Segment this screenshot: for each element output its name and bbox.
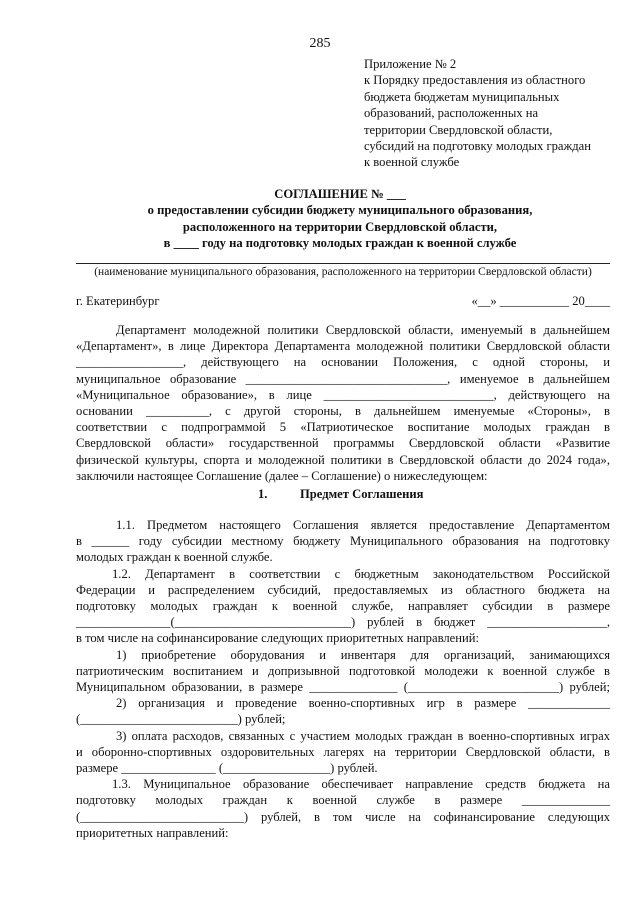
section-1-line: молодых граждан к военной службе. — [76, 550, 273, 565]
section-1-body — [76, 517, 610, 841]
appendix-line: Приложение № 2 — [364, 57, 457, 71]
agreement-title — [0, 186, 640, 252]
appendix-line: субсидий на подготовку молодых граждан — [364, 139, 591, 154]
appendix-line: к военной службе — [364, 155, 460, 170]
preamble-line: физической культуры, спорта и молодежной политики в Свердловской области до 2024 года», — [76, 452, 610, 467]
section-1-line: Федерации и распределением субсидий, предоставляемых из областного бюджета на — [76, 582, 610, 597]
section-1-line: 1) приобретение оборудования и инвентаря для организаций, занимающихся — [116, 647, 610, 662]
appendix-line: бюджета бюджетам муниципальных — [364, 89, 560, 104]
date-of-signing: «__» ___________ 20____ — [471, 294, 610, 308]
section-1-line: 3) оплата расходов, связанных с участием молодых граждан в военно-спортивных играх — [116, 728, 610, 743]
section-title: Предмет Соглашения — [300, 487, 424, 501]
section-heading — [258, 486, 423, 502]
preamble-line: Департамент молодежной политики Свердловской области, именуемый в дальнейшем — [116, 323, 610, 337]
preamble-line: _________________, действующего на основании Положения, с одной стороны, и — [76, 355, 610, 370]
section-1-line: 2) организация и проведение военно-спортивных игр в размере _____________ — [116, 696, 610, 711]
preamble — [76, 322, 610, 484]
section-1-line: и оборонно-спортивных оздоровительных лагерях на территории Свердловской области, в — [76, 744, 610, 759]
section-1-line: _______________(____________________________) рублей в бюджет ___________________, — [76, 615, 610, 630]
section-1-line: (__________________________) рублей, в том числе на софинансирование следующих — [76, 809, 610, 824]
section-1-line: подготовку молодых граждан к военной службе в размере ______________ — [76, 793, 610, 808]
appendix-line: образований, расположенных на — [364, 106, 539, 121]
preamble-line: основании __________, с другой стороны, в дальнейшем именуемые «Стороны», в — [76, 404, 610, 419]
appendix-line: к Порядку предоставления из областного — [364, 73, 586, 88]
name-caption: (наименование муниципального образования, расположенного на территории Свердловской области) — [94, 266, 592, 278]
appendix-line: территории Свердловской области, — [364, 122, 553, 137]
section-1-line: приоритетных направлений: — [76, 825, 229, 840]
preamble-line: Свердловской области» государственной программы Свердловской области «Развитие — [76, 436, 610, 451]
place-of-signing: г. Екатеринбург — [76, 294, 160, 308]
preamble-line: соответствии с подпрограммой 5 «Патриотическое воспитание молодых граждан в — [76, 420, 610, 435]
title-line: СОГЛАШЕНИЕ № ___ — [274, 187, 406, 201]
section-number: 1. — [258, 487, 268, 501]
section-1-line: в том числе на софинансирование следующих приоритетных направлений: — [76, 631, 479, 646]
appendix-block — [364, 56, 614, 171]
preamble-line: «Департамент», в лице Директора Департамента молодежной политики Свердловской области — [76, 339, 610, 354]
section-1-line: 1.3. Муниципальное образование обеспечивает направление средств бюджета на — [112, 777, 610, 792]
preamble-line: заключили настоящее Соглашение (далее – Соглашение) о нижеследующем: — [76, 468, 488, 483]
section-1-line: размере _______________ (_________________) рублей. — [76, 761, 378, 776]
page-number: 285 — [309, 36, 331, 51]
section-1-line: (_________________________) рублей; — [76, 712, 286, 727]
section-1-line: в ______ году субсидии местному бюджету Муниципального образования на подготовку — [76, 534, 610, 549]
section-1-line: патриотическим воспитанием и допризывной подготовкой молодежи к военной службе в — [76, 663, 610, 678]
preamble-line: муниципальное образование ________________________________, именуемое в дальнейшем — [76, 371, 610, 386]
preamble-line: «Муниципальное образование», в лице ___________________________, действующего на — [76, 387, 610, 402]
section-1-line: 1.2. Департамент в соответствии с бюджетным законодательством Российской — [112, 566, 610, 581]
title-line: расположенного на территории Свердловской области, — [182, 219, 498, 234]
title-line: о предоставлении субсидии бюджету муниципального образования, — [147, 203, 533, 218]
title-line: в ____ году на подготовку молодых граждан к военной службе — [163, 236, 517, 251]
section-1-line: Муниципальном образовании, в размере ______________ (________________________) рублей; — [76, 680, 610, 695]
section-1-line: 1.1. Предметом настоящего Соглашения является предоставление Департаментом — [116, 518, 610, 532]
section-1-line: подготовку молодых граждан к военной службе, направляет субсидии в размере — [76, 599, 610, 614]
